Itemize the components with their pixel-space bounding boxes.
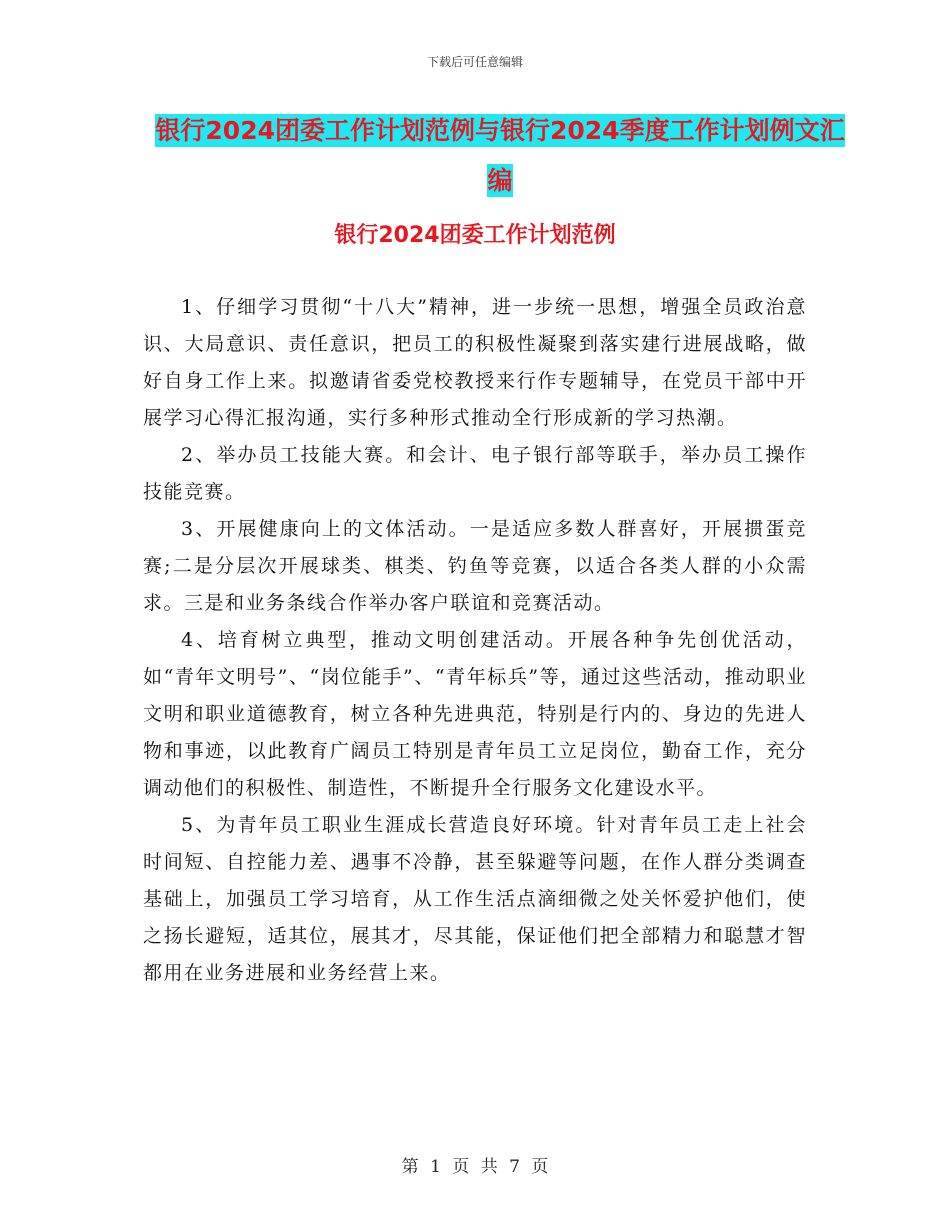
paragraph-5: 5、为青年员工职业生涯成长营造良好环境。针对青年员工走上社会时间短、自控能力差、遇事不冷静，甚至躲避等问题，在作人群分类调查基础上，加强员工学习培育，从工作生活点滴细微之处关怀爱护他们，使之扬长避短，适其位，展其才，尽其能，保证他们把全部精力和聪慧才智都用在业务进展和业务经营上来。 bbox=[143, 814, 807, 984]
paragraph-2: 2、举办员工技能大赛。和会计、电子银行部等联手，举办员工操作技能竞赛。 bbox=[143, 444, 807, 503]
section-title: 银行2024团委工作计划范例 bbox=[334, 223, 616, 248]
paragraph-4: 4、培育树立典型，推动文明创建活动。开展各种争先创优活动，如“青年文明号”、“岗位能手”、“青年标兵”等，通过这些活动，推动职业文明和职业道德教育，树立各种先进典范，特别是行内的、身边的先进人物和事迹，以此教育广阔员工特别是青年员工立足岗位，勤奋工作，充分调动他们的积极性、制造性，不断提升全行服务文化建设水平。 bbox=[143, 629, 807, 799]
document-title-text: 银行2024团委工作计划范例与银行2024季度工作计划例文汇编 bbox=[155, 116, 845, 195]
header-note: 下载后可任意编辑 bbox=[426, 55, 523, 69]
page-footer: 第 1 页 共 7 页 bbox=[401, 1157, 549, 1177]
document-body bbox=[143, 289, 807, 992]
paragraph-3: 3、开展健康向上的文体活动。一是适应多数人群喜好，开展掼蛋竞赛;二是分层次开展球类、棋类、钓鱼等竞赛，以适合各类人群的小众需求。三是和业务条线合作举办客户联谊和竞赛活动。 bbox=[143, 518, 807, 614]
paragraph-1: 1、仔细学习贯彻“十八大”精神，进一步统一思想，增强全员政治意识、大局意识、责任意识，把员工的积极性凝聚到落实建行进展战略，做好自身工作上来。拟邀请省委党校教授来行作专题辅导，在党员干部中开展学习心得汇报沟通，实行多种形式推动全行形成新的学习热潮。 bbox=[143, 296, 807, 429]
document-title bbox=[150, 106, 850, 206]
